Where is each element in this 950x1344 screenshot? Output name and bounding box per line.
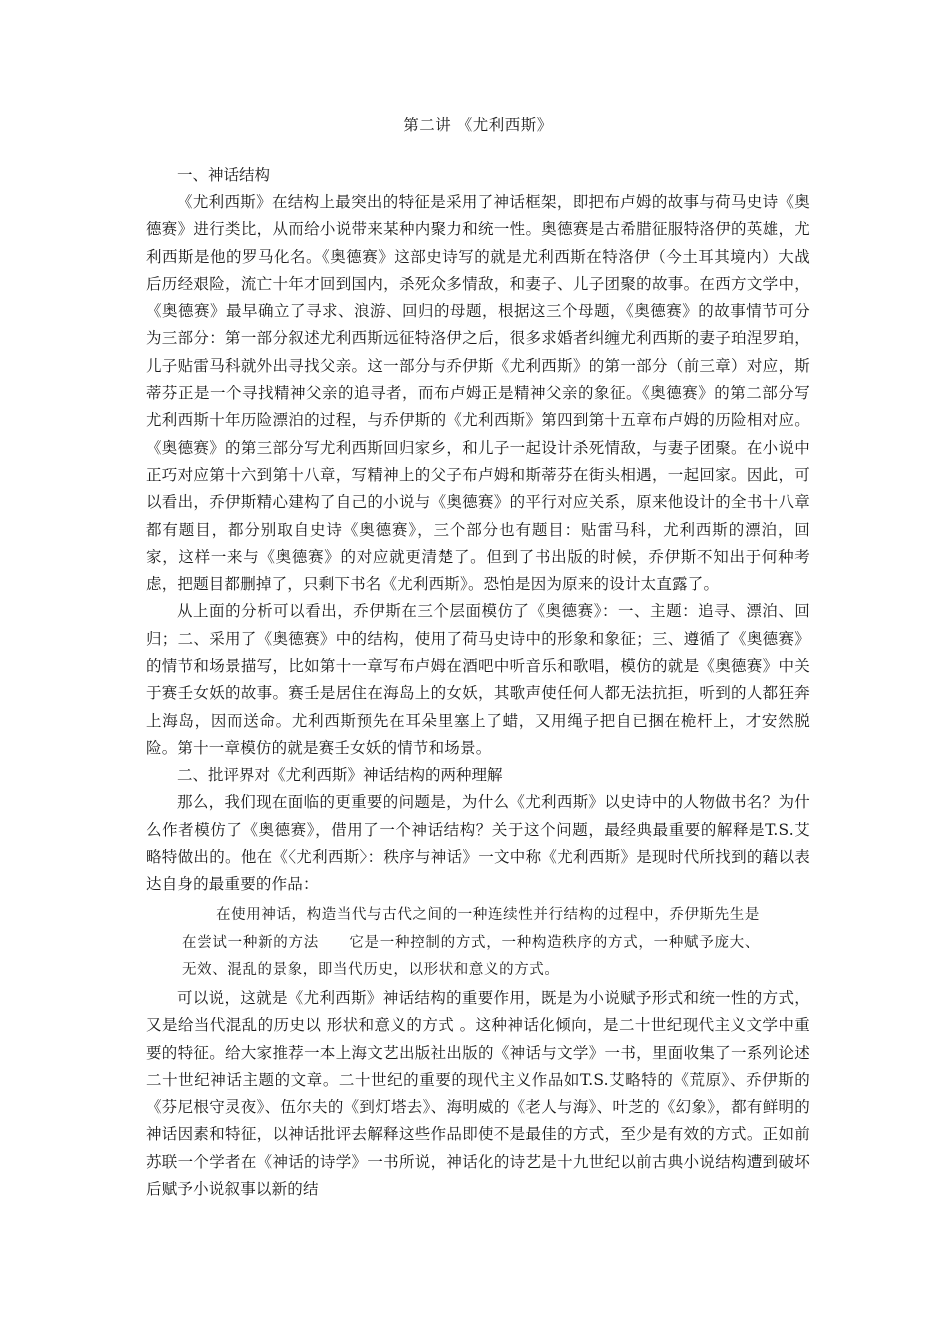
page-title: 第二讲 《尤利西斯》	[403, 116, 553, 134]
paragraph-4: 可以说，这就是《尤利西斯》神话结构的重要作用，既是为小说赋予形式和统一性的方式，又是给当代混乱的历史以 形状和意义的方式 。这种神话化倾向，是二十世纪现代主义文学中重要的特征。给大家推荐一本上海文艺出版社出版的《神话与文学》一书，里面收集了一系列论述二十世纪神话主题的文章。二十世纪的重要的现代主义作品如T.S.艾略特的《荒原》、乔伊斯的《芬尼根守灵夜》、伍尔夫的《到灯塔去》、海明威的《老人与海》、叶芝的《幻象》，都有鲜明的神话因素和特征，以神话批评去解释这些作品即使不是最佳的方式，至少是有效的方式。正如前苏联一个学者在《神话的诗学》一书所说，神话化的诗艺是十九世纪以前古典小说结构遭到破坏后赋予小说叙事以新的结	[146, 988, 810, 1198]
section-heading-2: 二、批评界对《尤利西斯》神话结构的两种理解	[177, 766, 503, 785]
paragraph-1: 《尤利西斯》在结构上最突出的特征是采用了神话框架，即把布卢姆的故事与荷马史诗《奥德赛》进行类比，从而给小说带来某种内聚力和统一性。奥德赛是古希腊征服特洛伊的英雄，尤利西斯是他的罗马化名。《奥德赛》这部史诗写的就是尤利西斯在特洛伊（今土耳其境内）大战后历经艰险，流亡十年才回到国内，杀死众多情敌，和妻子、儿子团聚的故事。在西方文学中，《奥德赛》最早确立了寻求、浪游、回归的母题，根据这三个母题，《奥德赛》的故事情节可分为三部分：第一部分叙述尤利西斯远征特洛伊之后，很多求婚者纠缠尤利西斯的妻子珀涅罗珀，儿子贴雷马科就外出寻找父亲。这一部分与乔伊斯《尤利西斯》的第一部分（前三章）对应，斯蒂芬正是一个寻找精神父亲的追寻者，而布卢姆正是精神父亲的象征。《奥德赛》的第二部分写尤利西斯十年历险漂泊的过程，与乔伊斯的《尤利西斯》第四到第十五章布卢姆的历险相对应。《奥德赛》的第三部分写尤利西斯回归家乡，和儿子一起设计杀死情敌，与妻子团聚。在小说中正巧对应第十六到第十八章，写精神上的父子布卢姆和斯蒂芬在街头相遇，一起回家。因此，可以看出，乔伊斯精心建构了自己的小说与《奥德赛》的平行对应关系，原来他设计的全书十八章都有题目，都分别取自史诗《奥德赛》，三个部分也有题目：贴雷马科，尤利西斯的漂泊，回家，这样一来与《奥德赛》的对应就更清楚了。但到了书出版的时候，乔伊斯不知出于何种考虑，把题目都删掉了，只剩下书名《尤利西斯》。恐怕是因为原来的设计太直露了。	[146, 193, 810, 594]
paragraph-3: 那么，我们现在面临的更重要的问题是，为什么《尤利西斯》以史诗中的人物做书名？为什么作者模仿了《奥德赛》，借用了一个神话结构？关于这个问题，最经典最重要的解释是T.S.艾略特做出的。他在《〈尤利西斯〉：秩序与神话》一文中称《尤利西斯》是现时代所找到的藉以表达自身的最重要的作品：	[146, 793, 810, 894]
paragraph-2: 从上面的分析可以看出，乔伊斯在三个层面模仿了《奥德赛》：一、主题：追寻、漂泊、回归；二、采用了《奥德赛》中的结构，使用了荷马史诗中的形象和象征；三、遵循了《奥德赛》的情节和场景描写，比如第十一章写布卢姆在酒吧中听音乐和歌唱，模仿的就是《奥德赛》中关于赛壬女妖的故事。赛壬是居住在海岛上的女妖，其歌声使任何人都无法抗拒，听到的人都狂奔上海岛，因而送命。尤利西斯预先在耳朵里塞上了蜡，又用绳子把自已捆在桅杆上，才安然脱险。第十一章模仿的就是赛壬女妖的情节和场景。	[146, 602, 810, 757]
block-quote: 在使用神话，构造当代与古代之间的一种连续性并行结构的过程中，乔伊斯先生是在尝试一种新的方法 它是一种控制的方式，一种构造秩序的方式，一种赋予庞大、无效、混乱的景象，即当代历史，以形状和意义的方式。	[182, 907, 760, 979]
section-heading-1: 一、神话结构	[177, 166, 271, 184]
document-page	[146, 112, 810, 1203]
